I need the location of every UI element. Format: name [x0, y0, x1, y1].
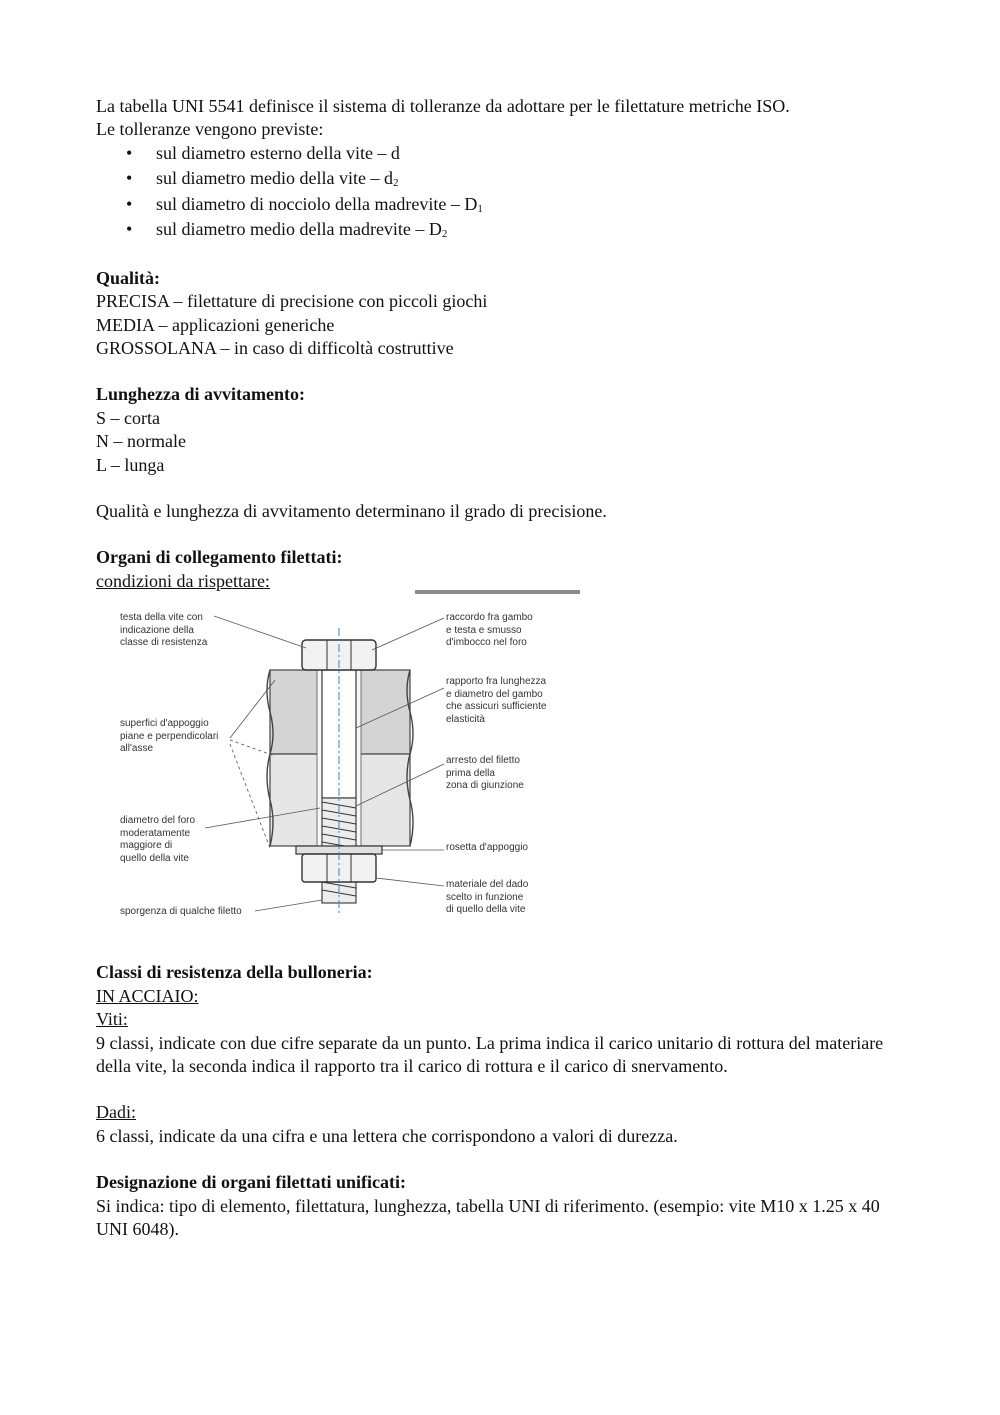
- list-item: • sul diametro esterno della vite – d: [96, 142, 906, 168]
- list-item: • sul diametro medio della vite – $d_2$: [126, 168, 399, 190]
- lunghezza-heading: Lunghezza di avvitamento:: [96, 384, 305, 405]
- designazione-text: Si indica: tipo di elemento, filettatura, lunghezza, tabella UNI di riferimento. (esempio: vite M10 x 1.25 x 40 UNI 6048).: [96, 1195, 880, 1239]
- bullet-icon: •: [126, 219, 133, 240]
- bullet-icon: •: [126, 193, 133, 214]
- label-raccordo: raccordo fra gambo e testa e smusso d'imbocco nel foro: [446, 612, 533, 648]
- bullet-icon: •: [126, 142, 133, 163]
- dadi-text: 6 classi, indicate da una cifra e una lettera che corrispondono a valori di durezza.: [96, 1125, 678, 1146]
- scan-artifact-bar: [415, 590, 580, 594]
- intro-line-1: La tabella UNI 5541 definisce il sistema di tolleranze da adottare per le filettature metriche ISO.: [96, 96, 790, 116]
- label-rosetta: rosetta d'appoggio: [446, 842, 528, 853]
- label-sporgenza: sporgenza di qualche filetto: [120, 906, 242, 917]
- list-item: • sul diametro medio della madrevite – $D_2$: [126, 219, 448, 241]
- acciaio-label: IN ACCIAIO:: [96, 985, 199, 1006]
- viti-text: 9 classi, indicate con due cifre separate da un punto. La prima indica il carico unitario di rottura del materiare della vite, la seconda indica il rapporto tra il carico di rottura e il carico di snervamento.: [96, 1032, 884, 1076]
- qualita-item: MEDIA – applicazioni generiche: [96, 314, 335, 335]
- qualita-heading: Qualità:: [96, 267, 161, 288]
- classi-heading: Classi di resistenza della bulloneria:: [96, 962, 373, 983]
- designazione-heading: Designazione di organi filettati unificati:: [96, 1172, 406, 1193]
- viti-label: Viti:: [96, 1009, 128, 1030]
- bullet-icon: •: [126, 168, 133, 189]
- lunghezza-item: S – corta: [96, 407, 160, 428]
- organi-subheading: condizioni da rispettare:: [96, 570, 270, 591]
- qualita-item: PRECISA – filettature di precisione con piccoli giochi: [96, 291, 488, 312]
- label-testa: testa della vite con indicazione della classe di resistenza: [120, 612, 208, 648]
- label-diametro-foro: diametro del foro moderatamente maggiore di quello della vite: [120, 815, 196, 864]
- lunghezza-item: N – normale: [96, 431, 186, 452]
- label-arresto: arresto del filetto prima della zona di giunzione: [446, 755, 524, 791]
- label-superfici: superfici d'appoggio piane e perpendicolari all'asse: [120, 718, 219, 754]
- tolerance-list: [96, 142, 906, 244]
- bolt-assembly-figure: [110, 588, 580, 928]
- label-rapporto: rapporto fra lunghezza e diametro del gambo che assicuri sufficiente elasticità: [446, 676, 547, 725]
- lunghezza-item: L – lunga: [96, 454, 165, 475]
- intro-line-2: Le tolleranze vengono previste:: [96, 119, 324, 140]
- list-item: • sul diametro di nocciolo della madrevite – $D_1$: [126, 193, 483, 215]
- qualita-item: GROSSOLANA – in caso di difficoltà costruttive: [96, 338, 454, 359]
- organi-heading: Organi di collegamento filettati:: [96, 547, 343, 568]
- precisione-note: Qualità e lunghezza di avvitamento determinano il grado di precisione.: [96, 501, 607, 522]
- dadi-label: Dadi:: [96, 1102, 136, 1123]
- label-materiale: materiale del dado scelto in funzione di quello della vite: [446, 879, 529, 915]
